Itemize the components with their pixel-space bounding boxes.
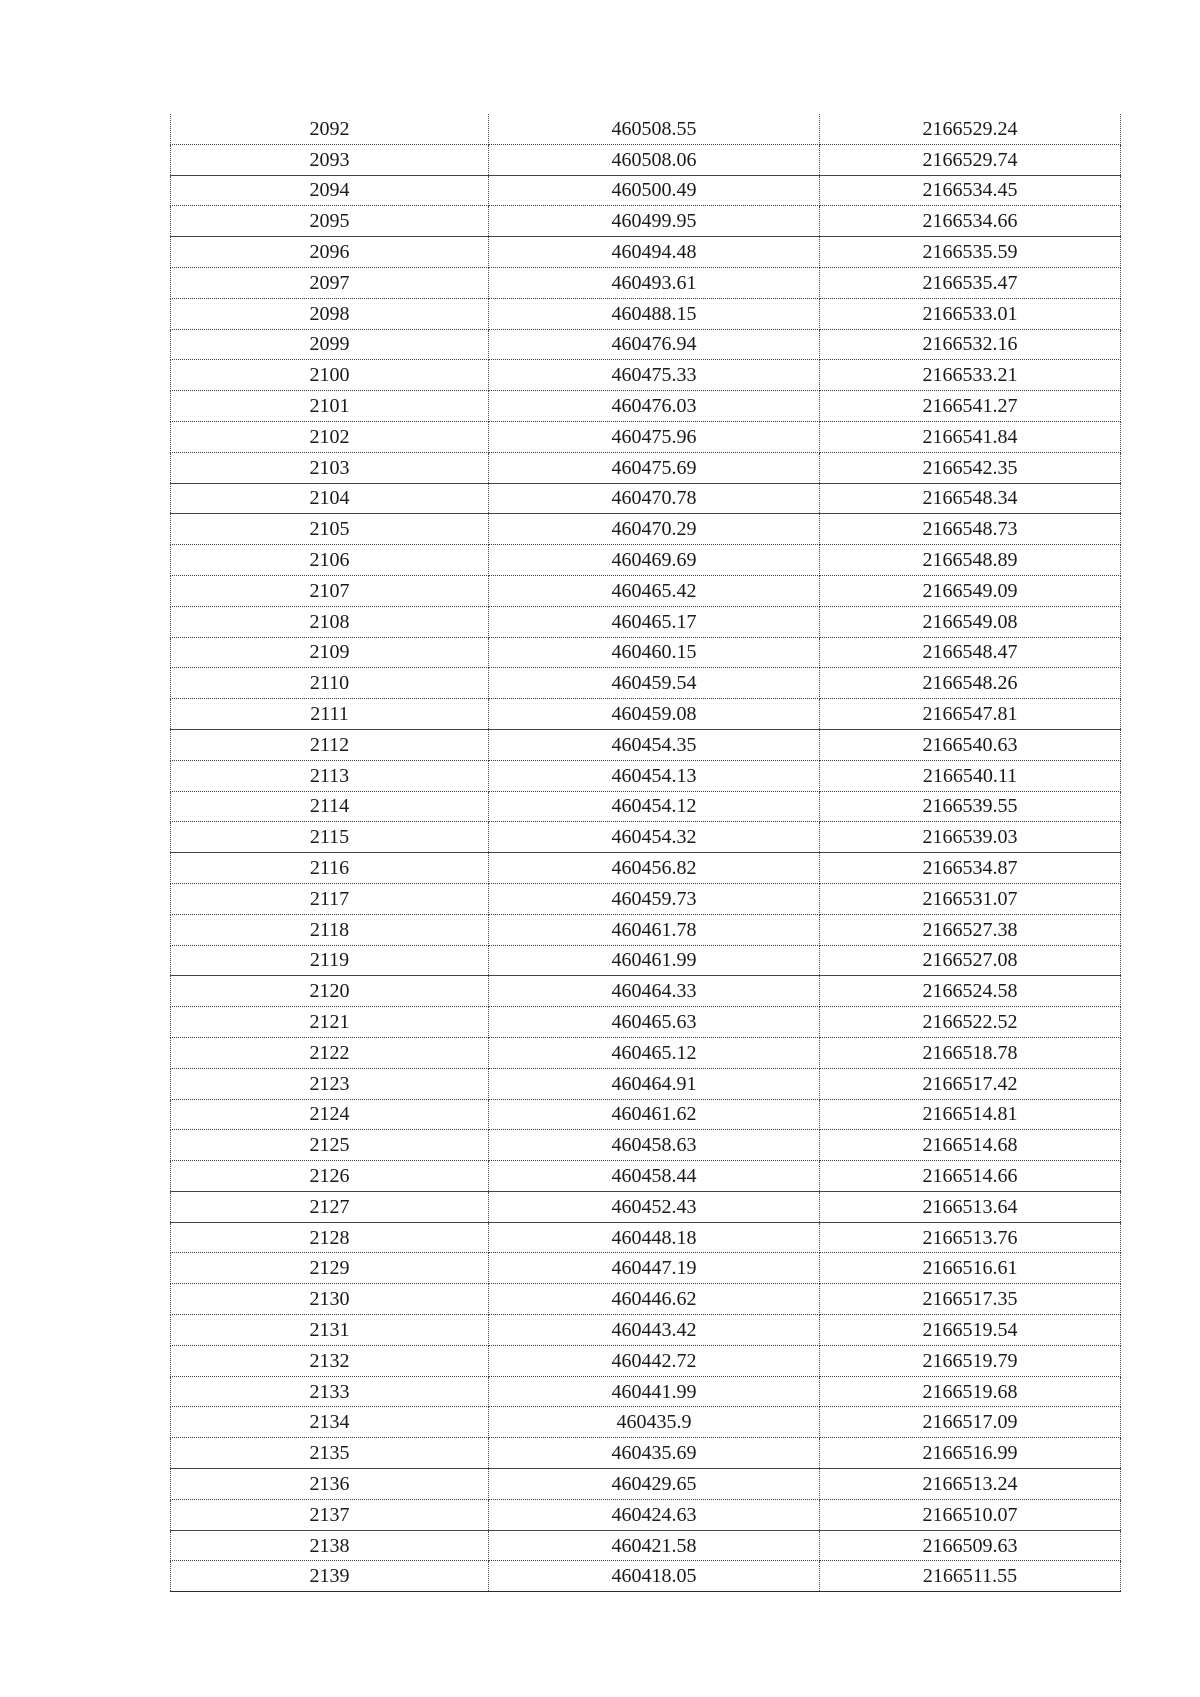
y-coordinate-cell: 2166541.27 <box>820 391 1121 422</box>
x-coordinate-cell: 460461.99 <box>489 945 820 976</box>
y-coordinate-cell: 2166529.74 <box>820 144 1121 175</box>
point-number-cell: 2130 <box>171 1284 489 1315</box>
x-coordinate-cell: 460459.73 <box>489 883 820 914</box>
x-coordinate-cell: 460435.69 <box>489 1438 820 1469</box>
x-coordinate-cell: 460475.69 <box>489 452 820 483</box>
table-row <box>171 914 1121 945</box>
x-coordinate-cell: 460464.91 <box>489 1068 820 1099</box>
y-coordinate-cell: 2166511.55 <box>820 1561 1121 1592</box>
table-row <box>171 1130 1121 1161</box>
y-coordinate-cell: 2166527.08 <box>820 945 1121 976</box>
y-coordinate-cell: 2166547.81 <box>820 699 1121 730</box>
y-coordinate-cell: 2166514.66 <box>820 1161 1121 1192</box>
x-coordinate-cell: 460475.33 <box>489 360 820 391</box>
x-coordinate-cell: 460441.99 <box>489 1376 820 1407</box>
table-row <box>171 575 1121 606</box>
table-row <box>171 1561 1121 1592</box>
point-number-cell: 2116 <box>171 853 489 884</box>
point-number-cell: 2111 <box>171 699 489 730</box>
point-number-cell: 2117 <box>171 883 489 914</box>
table-row <box>171 976 1121 1007</box>
x-coordinate-cell: 460446.62 <box>489 1284 820 1315</box>
point-number-cell: 2139 <box>171 1561 489 1592</box>
point-number-cell: 2108 <box>171 606 489 637</box>
x-coordinate-cell: 460454.12 <box>489 791 820 822</box>
table-row <box>171 1315 1121 1346</box>
x-coordinate-cell: 460470.78 <box>489 483 820 514</box>
y-coordinate-cell: 2166527.38 <box>820 914 1121 945</box>
table-row <box>171 391 1121 422</box>
x-coordinate-cell: 460456.82 <box>489 853 820 884</box>
point-number-cell: 2101 <box>171 391 489 422</box>
y-coordinate-cell: 2166549.09 <box>820 575 1121 606</box>
table-row <box>171 1438 1121 1469</box>
point-number-cell: 2134 <box>171 1407 489 1438</box>
y-coordinate-cell: 2166549.08 <box>820 606 1121 637</box>
x-coordinate-cell: 460465.17 <box>489 606 820 637</box>
point-number-cell: 2112 <box>171 729 489 760</box>
y-coordinate-cell: 2166533.21 <box>820 360 1121 391</box>
x-coordinate-cell: 460442.72 <box>489 1345 820 1376</box>
y-coordinate-cell: 2166514.68 <box>820 1130 1121 1161</box>
point-number-cell: 2137 <box>171 1499 489 1530</box>
table-row <box>171 298 1121 329</box>
point-number-cell: 2093 <box>171 144 489 175</box>
point-number-cell: 2103 <box>171 452 489 483</box>
y-coordinate-cell: 2166513.24 <box>820 1469 1121 1500</box>
point-number-cell: 2096 <box>171 237 489 268</box>
point-number-cell: 2135 <box>171 1438 489 1469</box>
point-number-cell: 2107 <box>171 575 489 606</box>
y-coordinate-cell: 2166548.47 <box>820 637 1121 668</box>
y-coordinate-cell: 2166548.73 <box>820 514 1121 545</box>
point-number-cell: 2100 <box>171 360 489 391</box>
table-row <box>171 1407 1121 1438</box>
point-number-cell: 2138 <box>171 1530 489 1561</box>
y-coordinate-cell: 2166509.63 <box>820 1530 1121 1561</box>
point-number-cell: 2114 <box>171 791 489 822</box>
x-coordinate-cell: 460447.19 <box>489 1253 820 1284</box>
x-coordinate-cell: 460458.44 <box>489 1161 820 1192</box>
point-number-cell: 2109 <box>171 637 489 668</box>
x-coordinate-cell: 460494.48 <box>489 237 820 268</box>
x-coordinate-cell: 460461.78 <box>489 914 820 945</box>
y-coordinate-cell: 2166517.09 <box>820 1407 1121 1438</box>
x-coordinate-cell: 460476.03 <box>489 391 820 422</box>
y-coordinate-cell: 2166518.78 <box>820 1037 1121 1068</box>
point-number-cell: 2123 <box>171 1068 489 1099</box>
table-row <box>171 1253 1121 1284</box>
y-coordinate-cell: 2166529.24 <box>820 114 1121 144</box>
y-coordinate-cell: 2166532.16 <box>820 329 1121 360</box>
table-row <box>171 853 1121 884</box>
table-row <box>171 514 1121 545</box>
y-coordinate-cell: 2166533.01 <box>820 298 1121 329</box>
table-row <box>171 1499 1121 1530</box>
y-coordinate-cell: 2166534.87 <box>820 853 1121 884</box>
y-coordinate-cell: 2166514.81 <box>820 1099 1121 1130</box>
x-coordinate-cell: 460493.61 <box>489 267 820 298</box>
table-row <box>171 883 1121 914</box>
y-coordinate-cell: 2166519.54 <box>820 1315 1121 1346</box>
table-row <box>171 267 1121 298</box>
y-coordinate-cell: 2166534.45 <box>820 175 1121 206</box>
table-row <box>171 1376 1121 1407</box>
table-row <box>171 1099 1121 1130</box>
y-coordinate-cell: 2166540.11 <box>820 760 1121 791</box>
x-coordinate-cell: 460476.94 <box>489 329 820 360</box>
point-number-cell: 2126 <box>171 1161 489 1192</box>
x-coordinate-cell: 460470.29 <box>489 514 820 545</box>
table-row <box>171 791 1121 822</box>
y-coordinate-cell: 2166517.35 <box>820 1284 1121 1315</box>
x-coordinate-cell: 460461.62 <box>489 1099 820 1130</box>
x-coordinate-cell: 460459.08 <box>489 699 820 730</box>
y-coordinate-cell: 2166513.64 <box>820 1191 1121 1222</box>
y-coordinate-cell: 2166524.58 <box>820 976 1121 1007</box>
table-row <box>171 1191 1121 1222</box>
table-row <box>171 144 1121 175</box>
table-row <box>171 1345 1121 1376</box>
point-number-cell: 2121 <box>171 1007 489 1038</box>
y-coordinate-cell: 2166513.76 <box>820 1222 1121 1253</box>
y-coordinate-cell: 2166539.03 <box>820 822 1121 853</box>
x-coordinate-cell: 460499.95 <box>489 206 820 237</box>
point-number-cell: 2120 <box>171 976 489 1007</box>
point-number-cell: 2104 <box>171 483 489 514</box>
point-number-cell: 2122 <box>171 1037 489 1068</box>
table-row <box>171 699 1121 730</box>
y-coordinate-cell: 2166516.61 <box>820 1253 1121 1284</box>
y-coordinate-cell: 2166535.59 <box>820 237 1121 268</box>
table-row <box>171 206 1121 237</box>
table-row <box>171 1530 1121 1561</box>
x-coordinate-cell: 460454.32 <box>489 822 820 853</box>
coordinate-table <box>170 114 1121 1592</box>
y-coordinate-cell: 2166548.34 <box>820 483 1121 514</box>
y-coordinate-cell: 2166517.42 <box>820 1068 1121 1099</box>
x-coordinate-cell: 460465.63 <box>489 1007 820 1038</box>
x-coordinate-cell: 460508.55 <box>489 114 820 144</box>
y-coordinate-cell: 2166522.52 <box>820 1007 1121 1038</box>
x-coordinate-cell: 460460.15 <box>489 637 820 668</box>
y-coordinate-cell: 2166548.89 <box>820 545 1121 576</box>
table-row <box>171 1284 1121 1315</box>
point-number-cell: 2110 <box>171 668 489 699</box>
y-coordinate-cell: 2166516.99 <box>820 1438 1121 1469</box>
table-row <box>171 1037 1121 1068</box>
point-number-cell: 2133 <box>171 1376 489 1407</box>
x-coordinate-cell: 460488.15 <box>489 298 820 329</box>
y-coordinate-cell: 2166531.07 <box>820 883 1121 914</box>
x-coordinate-cell: 460500.49 <box>489 175 820 206</box>
table-row <box>171 175 1121 206</box>
point-number-cell: 2124 <box>171 1099 489 1130</box>
x-coordinate-cell: 460418.05 <box>489 1561 820 1592</box>
point-number-cell: 2102 <box>171 421 489 452</box>
point-number-cell: 2132 <box>171 1345 489 1376</box>
x-coordinate-cell: 460435.9 <box>489 1407 820 1438</box>
point-number-cell: 2131 <box>171 1315 489 1346</box>
table-row <box>171 114 1121 144</box>
y-coordinate-cell: 2166535.47 <box>820 267 1121 298</box>
point-number-cell: 2115 <box>171 822 489 853</box>
x-coordinate-cell: 460475.96 <box>489 421 820 452</box>
point-number-cell: 2097 <box>171 267 489 298</box>
point-number-cell: 2113 <box>171 760 489 791</box>
y-coordinate-cell: 2166542.35 <box>820 452 1121 483</box>
table-row <box>171 421 1121 452</box>
point-number-cell: 2099 <box>171 329 489 360</box>
x-coordinate-cell: 460465.12 <box>489 1037 820 1068</box>
y-coordinate-cell: 2166534.66 <box>820 206 1121 237</box>
y-coordinate-cell: 2166541.84 <box>820 421 1121 452</box>
x-coordinate-cell: 460443.42 <box>489 1315 820 1346</box>
x-coordinate-cell: 460465.42 <box>489 575 820 606</box>
table-row <box>171 360 1121 391</box>
table-row <box>171 729 1121 760</box>
table-row <box>171 1469 1121 1500</box>
point-number-cell: 2127 <box>171 1191 489 1222</box>
point-number-cell: 2119 <box>171 945 489 976</box>
point-number-cell: 2098 <box>171 298 489 329</box>
x-coordinate-cell: 460454.13 <box>489 760 820 791</box>
table-row <box>171 637 1121 668</box>
table-row <box>171 606 1121 637</box>
y-coordinate-cell: 2166540.63 <box>820 729 1121 760</box>
table-row <box>171 237 1121 268</box>
x-coordinate-cell: 460429.65 <box>489 1469 820 1500</box>
table-row <box>171 1161 1121 1192</box>
table-row <box>171 1222 1121 1253</box>
y-coordinate-cell: 2166519.79 <box>820 1345 1121 1376</box>
x-coordinate-cell: 460448.18 <box>489 1222 820 1253</box>
coordinate-table-body <box>171 114 1121 1592</box>
point-number-cell: 2118 <box>171 914 489 945</box>
point-number-cell: 2094 <box>171 175 489 206</box>
table-row <box>171 822 1121 853</box>
table-row <box>171 945 1121 976</box>
table-row <box>171 329 1121 360</box>
point-number-cell: 2129 <box>171 1253 489 1284</box>
y-coordinate-cell: 2166510.07 <box>820 1499 1121 1530</box>
y-coordinate-cell: 2166539.55 <box>820 791 1121 822</box>
x-coordinate-cell: 460459.54 <box>489 668 820 699</box>
table-row <box>171 545 1121 576</box>
x-coordinate-cell: 460464.33 <box>489 976 820 1007</box>
table-row <box>171 483 1121 514</box>
x-coordinate-cell: 460454.35 <box>489 729 820 760</box>
point-number-cell: 2136 <box>171 1469 489 1500</box>
x-coordinate-cell: 460452.43 <box>489 1191 820 1222</box>
table-row <box>171 1068 1121 1099</box>
table-row <box>171 760 1121 791</box>
point-number-cell: 2106 <box>171 545 489 576</box>
point-number-cell: 2105 <box>171 514 489 545</box>
point-number-cell: 2125 <box>171 1130 489 1161</box>
x-coordinate-cell: 460469.69 <box>489 545 820 576</box>
point-number-cell: 2092 <box>171 114 489 144</box>
table-row <box>171 668 1121 699</box>
x-coordinate-cell: 460421.58 <box>489 1530 820 1561</box>
x-coordinate-cell: 460424.63 <box>489 1499 820 1530</box>
x-coordinate-cell: 460508.06 <box>489 144 820 175</box>
point-number-cell: 2095 <box>171 206 489 237</box>
point-number-cell: 2128 <box>171 1222 489 1253</box>
x-coordinate-cell: 460458.63 <box>489 1130 820 1161</box>
y-coordinate-cell: 2166519.68 <box>820 1376 1121 1407</box>
table-row <box>171 1007 1121 1038</box>
y-coordinate-cell: 2166548.26 <box>820 668 1121 699</box>
table-row <box>171 452 1121 483</box>
